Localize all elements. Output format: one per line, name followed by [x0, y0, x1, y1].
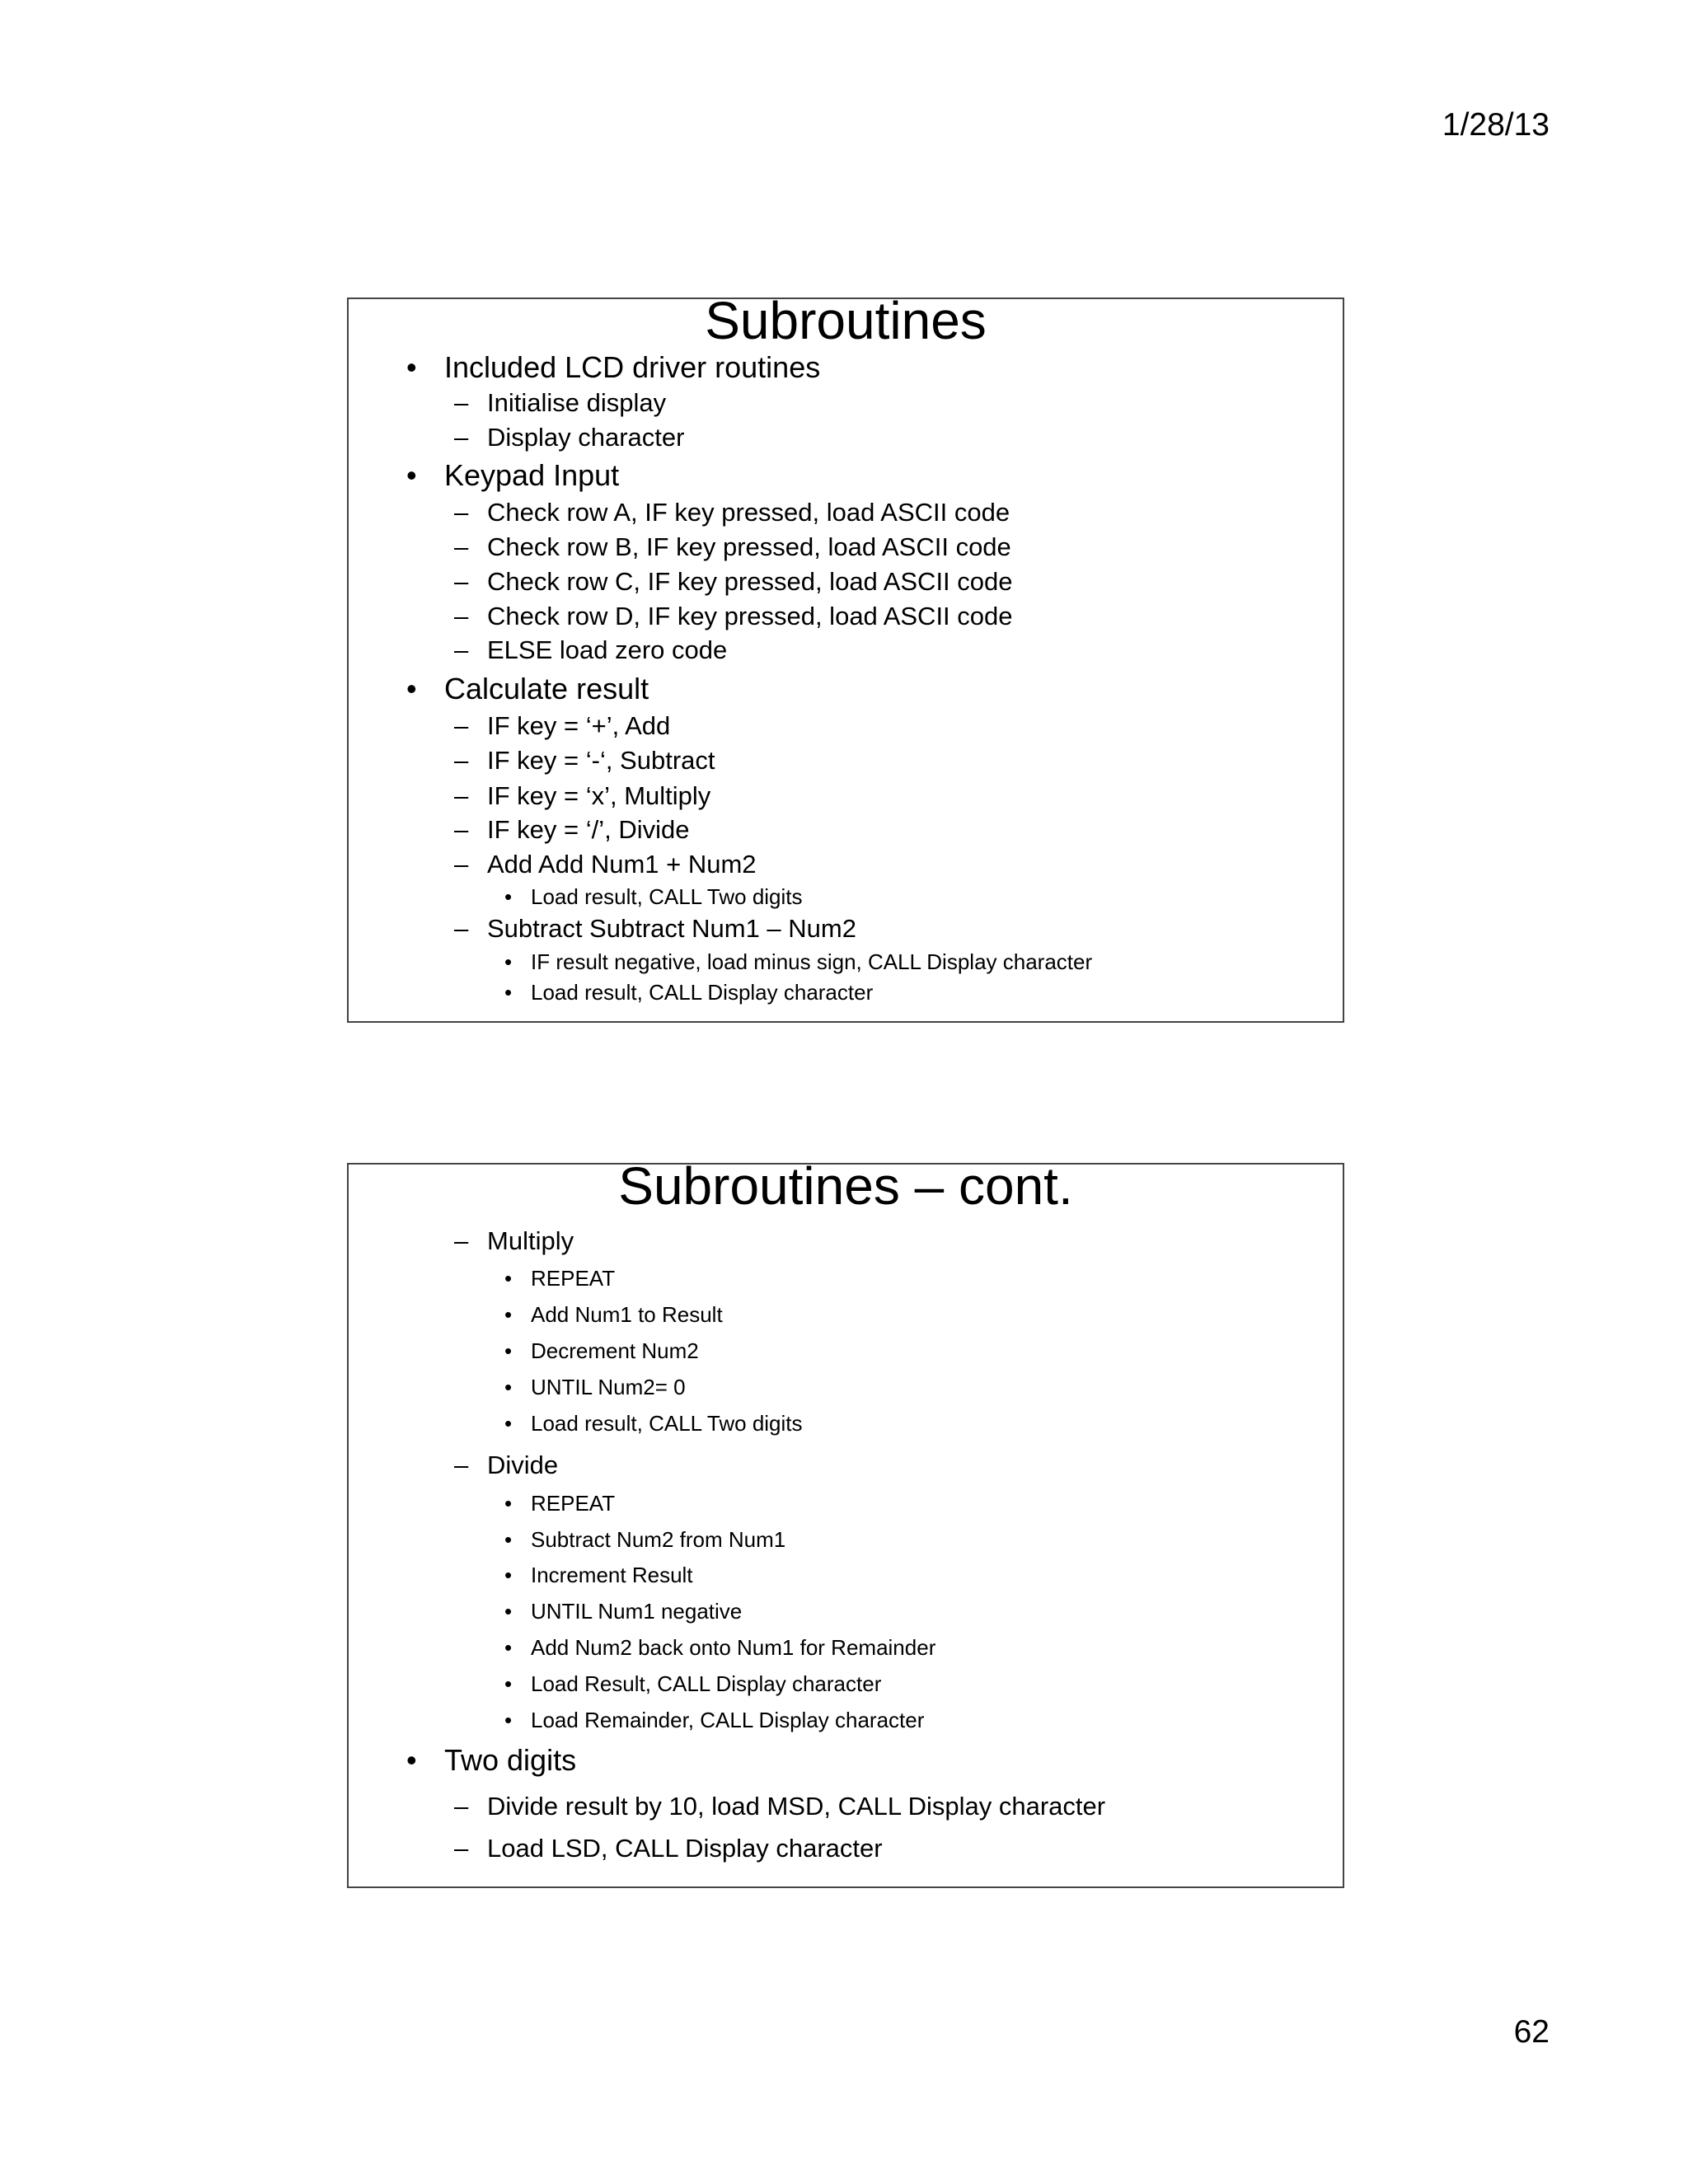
dash-icon: –	[454, 1792, 469, 1821]
bullet-dot-icon: •	[504, 1671, 513, 1696]
dash-item: – Load LSD, CALL Display character	[454, 1834, 883, 1863]
sub-bullet-item: • Decrement Num2	[504, 1338, 699, 1363]
bullet-dot-icon: •	[504, 1411, 513, 1436]
bullet-dot-icon: •	[504, 1266, 513, 1291]
bullet-dot-icon: •	[504, 980, 513, 1005]
dash-icon: –	[454, 1834, 469, 1863]
slide-subroutines	[347, 298, 1344, 1023]
page-date: 1/28/13	[1442, 107, 1550, 143]
sub-bullet-item: • REPEAT	[504, 1266, 616, 1291]
bullet-dot-icon: •	[406, 350, 417, 384]
dash-icon: –	[454, 423, 469, 452]
bullet-dot-icon: •	[504, 1491, 513, 1516]
bullet-item: • Two digits	[406, 1743, 577, 1777]
dash-item: – Check row B, IF key pressed, load ASCII code	[454, 532, 1011, 561]
bullet-dot-icon: •	[504, 1708, 513, 1732]
dash-icon: –	[454, 781, 469, 810]
bullet-dot-icon: •	[406, 672, 417, 705]
bullet-dot-icon: •	[504, 1599, 513, 1624]
dash-icon: –	[454, 850, 469, 879]
dash-item: – Divide	[454, 1451, 559, 1479]
page-number: 62	[1513, 2014, 1550, 2050]
dash-item: – Multiply	[454, 1226, 574, 1255]
dash-item: – ELSE load zero code	[454, 635, 728, 664]
dash-item: – IF key = ‘x’, Multiply	[454, 781, 711, 810]
bullet-dot-icon: •	[504, 1338, 513, 1363]
bullet-item: • Calculate result	[406, 672, 649, 705]
dash-icon: –	[454, 635, 469, 664]
dash-item: – IF key = ‘-‘, Subtract	[454, 746, 715, 775]
dash-icon: –	[454, 746, 469, 775]
dash-icon: –	[454, 532, 469, 561]
dash-item: – IF key = ‘/’, Divide	[454, 815, 690, 844]
dash-item: – Display character	[454, 423, 685, 452]
dash-icon: –	[454, 711, 469, 740]
sub-bullet-item: • Increment Result	[504, 1563, 693, 1587]
sub-bullet-item: • Load Remainder, CALL Display character	[504, 1708, 925, 1732]
sub-bullet-item: • Load Result, CALL Display character	[504, 1671, 882, 1696]
dash-item: – IF key = ‘+’, Add	[454, 711, 671, 740]
dash-icon: –	[454, 567, 469, 596]
sub-bullet-item: • UNTIL Num2= 0	[504, 1375, 686, 1399]
dash-icon: –	[454, 388, 469, 417]
bullet-item: • Included LCD driver routines	[406, 350, 821, 384]
dash-item: – Divide result by 10, load MSD, CALL Display character	[454, 1792, 1106, 1821]
sub-bullet-item: • Load result, CALL Two digits	[504, 884, 803, 909]
sub-bullet-item: • Add Num2 back onto Num1 for Remainder	[504, 1635, 936, 1660]
dash-icon: –	[454, 498, 469, 527]
sub-bullet-item: • Load result, CALL Display character	[504, 980, 874, 1005]
slide-subroutines-cont	[347, 1163, 1344, 1888]
dash-item: – Add Add Num1 + Num2	[454, 850, 757, 879]
sub-bullet-item: • REPEAT	[504, 1491, 616, 1516]
bullet-dot-icon: •	[504, 1635, 513, 1660]
dash-item: – Check row C, IF key pressed, load ASCII code	[454, 567, 1013, 596]
dash-icon: –	[454, 1451, 469, 1479]
bullet-dot-icon: •	[406, 1743, 417, 1777]
dash-item: – Initialise display	[454, 388, 667, 417]
sub-bullet-item: • Load result, CALL Two digits	[504, 1411, 803, 1436]
bullet-dot-icon: •	[504, 1302, 513, 1327]
dash-icon: –	[454, 815, 469, 844]
bullet-dot-icon: •	[504, 1375, 513, 1399]
dash-icon: –	[454, 602, 469, 630]
slide-title: Subroutines – cont.	[618, 1163, 1073, 1216]
bullet-dot-icon: •	[504, 1527, 513, 1552]
slide-title: Subroutines	[705, 298, 987, 350]
sub-bullet-item: • UNTIL Num1 negative	[504, 1599, 743, 1624]
dash-icon: –	[454, 1226, 469, 1255]
sub-bullet-item: • Add Num1 to Result	[504, 1302, 723, 1327]
sub-bullet-item: • Subtract Num2 from Num1	[504, 1527, 786, 1552]
bullet-dot-icon: •	[504, 1563, 513, 1587]
dash-item: – Check row D, IF key pressed, load ASCII code	[454, 602, 1013, 630]
bullet-item: • Keypad Input	[406, 458, 620, 492]
dash-icon: –	[454, 914, 469, 943]
bullet-dot-icon: •	[504, 884, 513, 909]
bullet-dot-icon: •	[406, 458, 417, 492]
sub-bullet-item: • IF result negative, load minus sign, CALL Display character	[504, 949, 1093, 974]
dash-item: – Subtract Subtract Num1 – Num2	[454, 914, 856, 943]
bullet-dot-icon: •	[504, 949, 513, 974]
dash-item: – Check row A, IF key pressed, load ASCII code	[454, 498, 1010, 527]
